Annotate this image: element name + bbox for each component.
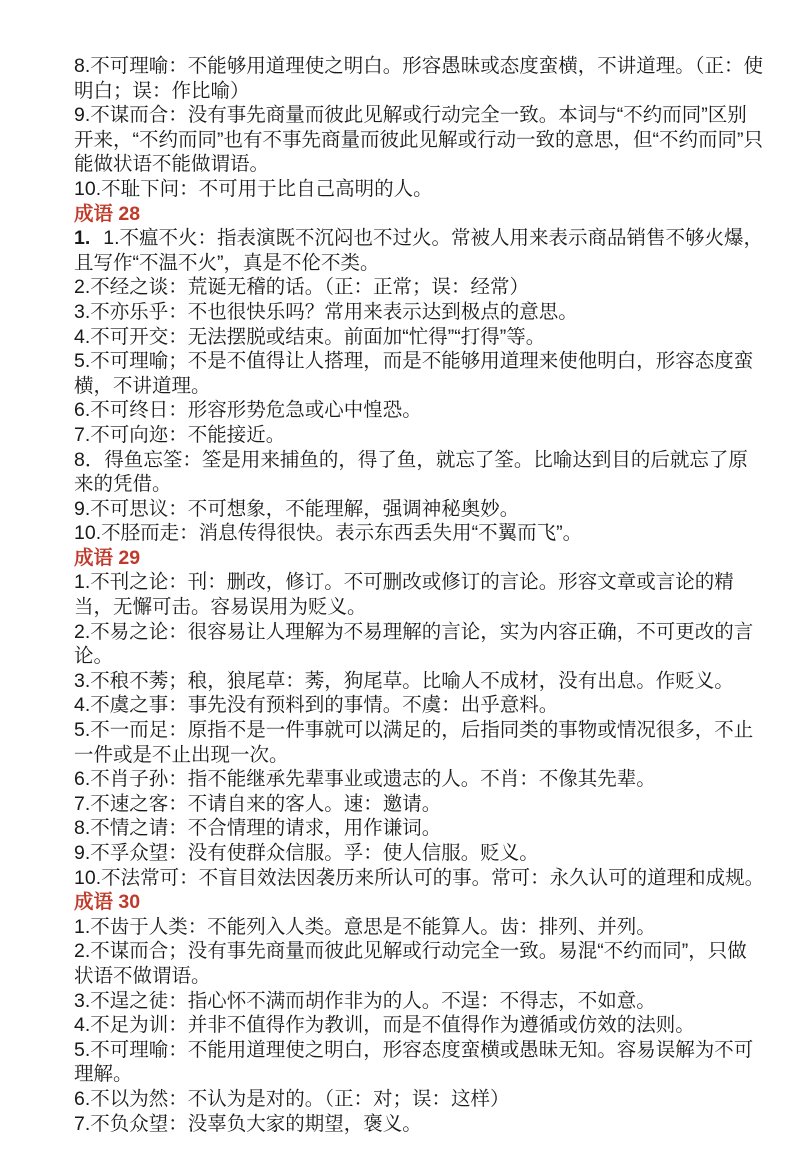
idiom-entry: 7.不负众望：没辜负大家的期望，褒义。 [74,1112,422,1135]
idiom-entry: 8.不情之请：不合情理的请求，用作谦词。 [74,817,442,840]
section-heading-chengyu-28: 成语 28 [74,202,141,225]
idiom-entry: 7.不可向迩：不能接近。 [74,423,286,446]
idiom-entry: 3.不亦乐乎：不也很快乐吗？常用来表示达到极点的意思。 [74,300,578,323]
idiom-entry: 5.不一而足：原指不是一件事就可以满足的，后指同类的事物或情况很多，不止一件或是不止出现一次。 [74,719,754,766]
idiom-entry: 2.不经之谈：荒诞无稽的话。（正：正常；误：经常） [74,276,530,299]
idiom-entry: 3.不稂不莠；稂，狼尾草：莠，狗尾草。比喻人不成材，没有出息。作贬义。 [74,669,734,692]
idiom-entry: 6.不可终日：形容形势危急或心中惶恐。 [74,399,422,422]
idiom-entry: 1.不刊之论：刊：删改，修订。不可删改或修订的言论。形容文章或言论的精当，无懈可击。容易误用为贬义。 [74,571,734,619]
idiom-entry: 5.不可理喻；不是不值得让人搭理，而是不能够用道理来使他明白，形容态度蛮横，不讲道理。 [74,350,754,397]
document-page [74,54,766,1136]
idiom-entry: 9.不谋而合：没有事先商量而彼此见解或行动完全一致。本词与“不约而同”区别开来，“不约而同”也有不事先商量而彼此见解或行动一致的意思，但“不约而同”只能做状语不能做谓语。 [74,104,763,176]
section-heading-chengyu-30: 成语 30 [74,891,141,914]
idiom-entry: 9.不可思议：不可想象，不能理解，强调神秘奥妙。 [74,497,520,520]
item-marker: 1. [74,227,91,250]
idiom-entry: 2.不易之论：很容易让人理解为不易理解的言论，实为内容正确，不可更改的言论。 [74,620,754,668]
idiom-entry: 5.不可理喻：不能用道理使之明白，形容态度蛮横或愚昧无知。容易误解为不可理解。 [74,1038,754,1086]
idiom-entry: 6.不肖子孙：指不能继承先辈事业或遗志的人。不肖：不像其先辈。 [74,768,656,791]
idiom-entry-text: 1.不瘟不火：指表演既不沉闷也不过火。常被人用来表示商品销售不够火爆，且写作“不温不火”，真是不伦不类。 [74,227,764,274]
idiom-entry: 4.不虞之事：事先没有预料到的事情。不虞：出乎意料。 [74,694,559,717]
idiom-entry: 8.不可理喻：不能够用道理使之明白。形容愚昧或态度蛮横，不讲道理。（正：使明白；误：作比喻） [74,55,764,102]
idiom-entry: 10.不法常可：不盲目效法因袭历来所认可的事。常可：永久认可的道理和成规。 [74,866,765,889]
idiom-entry: 3.不逞之徒：指心怀不满而胡作非为的人。不逞：不得志，不如意。 [74,989,656,1012]
section-heading-chengyu-29: 成语 29 [74,546,141,569]
idiom-entry: 1.不齿于人类：不能列入人类。意思是不能算人。齿：排列、并列。 [74,915,656,938]
idiom-entry: 10.不胫而走：消息传得很快。表示东西丢失用“不翼而飞”。 [74,522,583,545]
idiom-entry: 4.不足为训：并非不值得作为教训，而是不值得作为遵循或仿效的法则。 [74,1014,695,1037]
idiom-entry: 6.不以为然：不认为是对的。（正：对；误：这样） [74,1087,510,1110]
idiom-entry: 8．得鱼忘筌：筌是用来捕鱼的，得了鱼，就忘了筌。比喻达到目的后就忘了原来的凭借。 [74,448,748,496]
idiom-entry [74,226,766,275]
idiom-entry: 9.不孚众望：没有使群众信服。孚：使人信服。贬义。 [74,842,539,864]
idiom-entry: 10.不耻下问：不可用于比自己高明的人。 [74,177,433,200]
idiom-entry: 7.不速之客：不请自来的客人。速：邀请。 [74,792,442,815]
idiom-entry: 2.不谋而合；没有事先商量而彼此见解或行动完全一致。易混“不约而同”，只做状语不做谓语。 [74,940,747,987]
idiom-entry: 4.不可开交：无法摆脱或结束。前面加“忙得”“打得”等。 [74,325,546,348]
